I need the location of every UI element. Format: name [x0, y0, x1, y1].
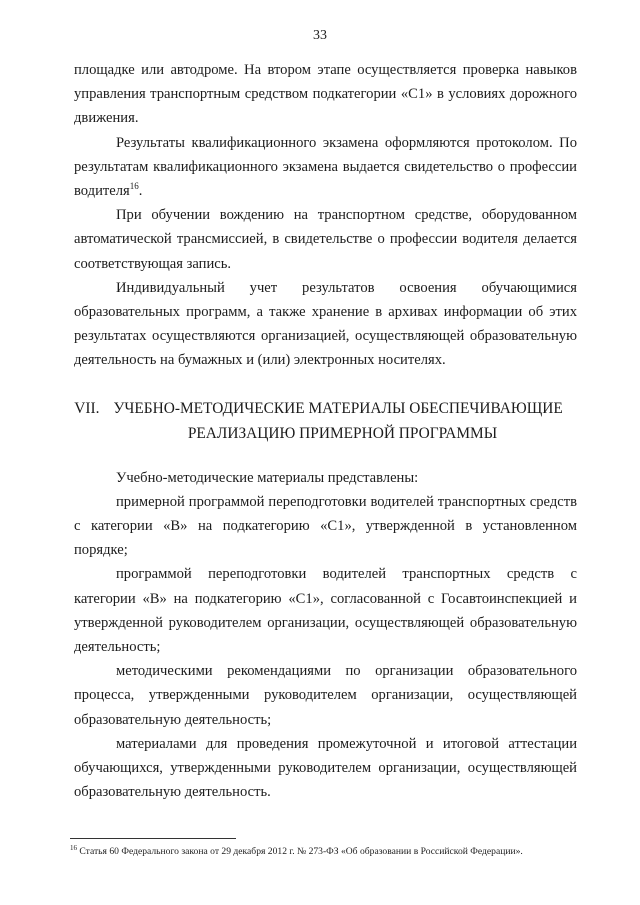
section-number: VII.: [74, 399, 100, 417]
footnote-divider: [70, 838, 236, 839]
paragraph-exam-results: [74, 131, 577, 204]
materials-item: примерной программой переподготовки водителей транспортных средств с категории «В» на подкатегорию «С1», утвержденной в установленном порядке;: [74, 493, 577, 559]
paragraph-exam-results-end: .: [138, 183, 143, 200]
materials-item: методическими рекомендациями по организации образовательного процесса, утвержденными руководителем организации, осуществляющей образовательную деятельность;: [74, 663, 577, 728]
paragraph-exam-results-text: Результаты квалификационного экзамена оформляются протоколом. По результатам квалификационного экзамена выдается свидетельство о профессии водителя: [74, 134, 577, 200]
paragraph-driving-stage: площадке или автодроме. На втором этапе осуществляется проверка навыков управления транспортным средством подкатегории «С1» в условиях дорожного движения.: [74, 62, 577, 127]
footnote: [70, 846, 590, 858]
section-title-line2: РЕАЛИЗАЦИЮ ПРИМЕРНОЙ ПРОГРАММЫ: [187, 424, 498, 442]
materials-item: материалами для проведения промежуточной и итоговой аттестации обучающихся, утвержденными руководителем организации, осуществляющей образовательную деятельность.: [74, 735, 577, 801]
paragraph-automatic-transmission: При обучении вождению на транспортном средстве, оборудованном автоматической трансмиссией, в свидетельстве о профессии водителя делается соответствующая запись.: [74, 207, 577, 272]
materials-intro: Учебно-методические материалы представлены:: [116, 469, 419, 486]
section-heading: [74, 396, 577, 446]
materials-item: программой переподготовки водителей транспортных средств с категории «В» на подкатегорию «С1», согласованной с Госавтоинспекцией и утвержденной руководителем организации, осуществляющей образовательную деятельность;: [74, 566, 577, 656]
section-title-line1: УЧЕБНО-МЕТОДИЧЕСКИЕ МАТЕРИАЛЫ ОБЕСПЕЧИВАЮЩИЕ: [113, 399, 563, 417]
section-heading-line1: [74, 396, 577, 421]
footnote-text: Статья 60 Федерального закона от 29 декабря 2012 г. № 273-ФЗ «Об образовании в Российской Федерации».: [77, 846, 523, 857]
paragraph-individual-records: Индивидуальный учет результатов освоения обучающимися образовательных программ, а также хранение в архивах информации об этих результатах осуществляются организацией, осуществляющей образовательную деятельность на бумажных и (или) электронных носителях.: [74, 279, 577, 369]
footnote-reference: 16: [129, 181, 139, 192]
main-text: [74, 58, 577, 804]
footnote-marker: 16: [70, 844, 77, 852]
page-number: 33: [313, 28, 327, 43]
